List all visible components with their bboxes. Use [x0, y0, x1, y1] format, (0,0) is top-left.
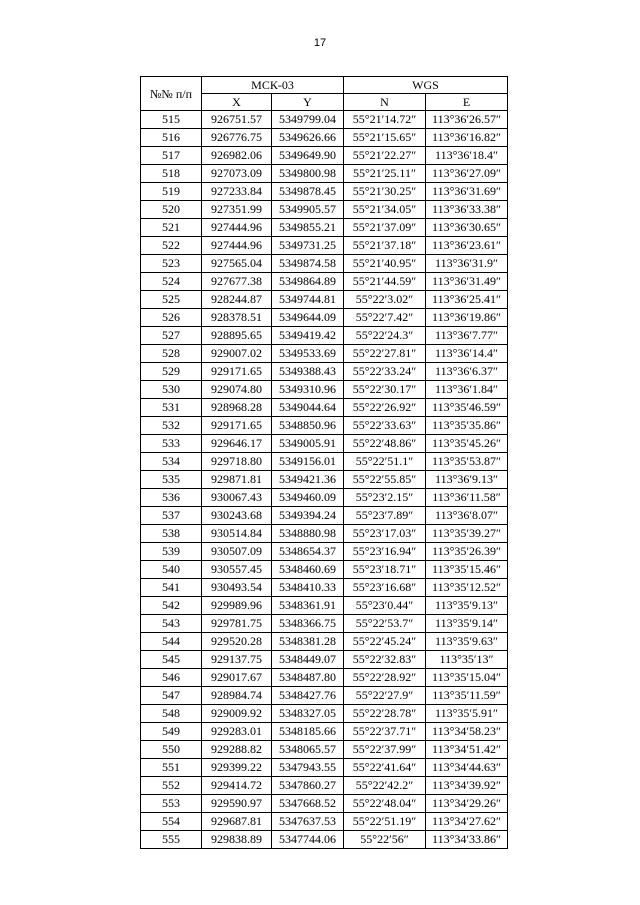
- table-row: [141, 111, 508, 129]
- latitude-cell: 55°23′7.89″: [344, 507, 426, 525]
- longitude-cell: 113°35′53.87″: [426, 453, 508, 471]
- latitude-cell: 55°22′32.83″: [344, 651, 426, 669]
- table-row: [141, 597, 508, 615]
- latitude-cell: 55°22′53.7″: [344, 615, 426, 633]
- longitude-cell: 113°36′23.61″: [426, 237, 508, 255]
- longitude-cell: 113°36′1.84″: [426, 381, 508, 399]
- x-coordinate-cell: 927444.96: [202, 237, 272, 255]
- x-coordinate-cell: 929781.75: [202, 615, 272, 633]
- x-coordinate-cell: 928984.74: [202, 687, 272, 705]
- x-coordinate-cell: 927233.84: [202, 183, 272, 201]
- latitude-cell: 55°22′56″: [344, 831, 426, 849]
- y-coordinate-cell: 5349044.64: [272, 399, 344, 417]
- x-coordinate-cell: 927444.96: [202, 219, 272, 237]
- coordinates-table: [140, 76, 508, 849]
- point-number-cell: 521: [141, 219, 202, 237]
- longitude-cell: 113°35′12.52″: [426, 579, 508, 597]
- table-row: [141, 273, 508, 291]
- table-row: [141, 309, 508, 327]
- table-row: [141, 381, 508, 399]
- point-number-cell: 528: [141, 345, 202, 363]
- point-number-cell: 522: [141, 237, 202, 255]
- table-row: [141, 579, 508, 597]
- longitude-cell: 113°35′46.59″: [426, 399, 508, 417]
- point-number-cell: 538: [141, 525, 202, 543]
- x-coordinate-cell: 929520.28: [202, 633, 272, 651]
- y-coordinate-cell: 5349644.09: [272, 309, 344, 327]
- point-number-cell: 554: [141, 813, 202, 831]
- latitude-cell: 55°22′26.92″: [344, 399, 426, 417]
- longitude-cell: 113°36′16.82″: [426, 129, 508, 147]
- point-number-cell: 515: [141, 111, 202, 129]
- table-row: [141, 435, 508, 453]
- table-row: [141, 147, 508, 165]
- longitude-cell: 113°35′15.04″: [426, 669, 508, 687]
- latitude-cell: 55°21′22.27″: [344, 147, 426, 165]
- point-number-cell: 518: [141, 165, 202, 183]
- y-coordinate-cell: 5349874.58: [272, 255, 344, 273]
- header-e: E: [426, 94, 508, 111]
- x-coordinate-cell: 929989.96: [202, 597, 272, 615]
- table-row: [141, 237, 508, 255]
- longitude-cell: 113°35′9.63″: [426, 633, 508, 651]
- point-number-cell: 516: [141, 129, 202, 147]
- latitude-cell: 55°21′30.25″: [344, 183, 426, 201]
- header-msk03: МСК-03: [202, 77, 344, 94]
- longitude-cell: 113°36′31.9″: [426, 255, 508, 273]
- longitude-cell: 113°36′31.69″: [426, 183, 508, 201]
- y-coordinate-cell: 5349799.04: [272, 111, 344, 129]
- table-row: [141, 453, 508, 471]
- x-coordinate-cell: 929399.22: [202, 759, 272, 777]
- x-coordinate-cell: 929017.67: [202, 669, 272, 687]
- point-number-cell: 552: [141, 777, 202, 795]
- table-row: [141, 489, 508, 507]
- y-coordinate-cell: 5347637.53: [272, 813, 344, 831]
- x-coordinate-cell: 929171.65: [202, 417, 272, 435]
- table-row: [141, 669, 508, 687]
- page-number: 17: [313, 37, 327, 49]
- x-coordinate-cell: 929009.92: [202, 705, 272, 723]
- y-coordinate-cell: 5348410.33: [272, 579, 344, 597]
- y-coordinate-cell: 5349394.24: [272, 507, 344, 525]
- header-wgs: WGS: [344, 77, 508, 94]
- table-row: [141, 345, 508, 363]
- latitude-cell: 55°22′27.9″: [344, 687, 426, 705]
- table-row: [141, 219, 508, 237]
- longitude-cell: 113°36′8.07″: [426, 507, 508, 525]
- longitude-cell: 113°35′11.59″: [426, 687, 508, 705]
- latitude-cell: 55°22′24.3″: [344, 327, 426, 345]
- latitude-cell: 55°22′7.42″: [344, 309, 426, 327]
- point-number-cell: 536: [141, 489, 202, 507]
- latitude-cell: 55°23′17.03″: [344, 525, 426, 543]
- longitude-cell: 113°35′9.14″: [426, 615, 508, 633]
- latitude-cell: 55°21′40.95″: [344, 255, 426, 273]
- longitude-cell: 113°35′13″: [426, 651, 508, 669]
- table-row: [141, 201, 508, 219]
- y-coordinate-cell: 5348185.66: [272, 723, 344, 741]
- longitude-cell: 113°35′35.86″: [426, 417, 508, 435]
- table-row: [141, 399, 508, 417]
- y-coordinate-cell: 5347860.27: [272, 777, 344, 795]
- x-coordinate-cell: 929590.97: [202, 795, 272, 813]
- y-coordinate-cell: 5347744.06: [272, 831, 344, 849]
- longitude-cell: 113°36′26.57″: [426, 111, 508, 129]
- y-coordinate-cell: 5349649.90: [272, 147, 344, 165]
- longitude-cell: 113°36′11.58″: [426, 489, 508, 507]
- longitude-cell: 113°35′9.13″: [426, 597, 508, 615]
- x-coordinate-cell: 927677.38: [202, 273, 272, 291]
- latitude-cell: 55°21′37.18″: [344, 237, 426, 255]
- longitude-cell: 113°36′9.13″: [426, 471, 508, 489]
- table-row: [141, 615, 508, 633]
- latitude-cell: 55°22′41.64″: [344, 759, 426, 777]
- latitude-cell: 55°22′37.71″: [344, 723, 426, 741]
- point-number-cell: 541: [141, 579, 202, 597]
- x-coordinate-cell: 929288.82: [202, 741, 272, 759]
- latitude-cell: 55°21′34.05″: [344, 201, 426, 219]
- y-coordinate-cell: 5347668.52: [272, 795, 344, 813]
- x-coordinate-cell: 930514.84: [202, 525, 272, 543]
- point-number-cell: 519: [141, 183, 202, 201]
- latitude-cell: 55°22′27.81″: [344, 345, 426, 363]
- longitude-cell: 113°36′25.41″: [426, 291, 508, 309]
- point-number-cell: 517: [141, 147, 202, 165]
- longitude-cell: 113°35′26.39″: [426, 543, 508, 561]
- longitude-cell: 113°34′27.62″: [426, 813, 508, 831]
- table-row: [141, 255, 508, 273]
- y-coordinate-cell: 5348065.57: [272, 741, 344, 759]
- longitude-cell: 113°34′39.92″: [426, 777, 508, 795]
- table-row: [141, 543, 508, 561]
- latitude-cell: 55°22′30.17″: [344, 381, 426, 399]
- table-row: [141, 129, 508, 147]
- longitude-cell: 113°36′30.65″: [426, 219, 508, 237]
- table-row: [141, 795, 508, 813]
- point-number-cell: 529: [141, 363, 202, 381]
- y-coordinate-cell: 5349864.89: [272, 273, 344, 291]
- header-x: X: [202, 94, 272, 111]
- x-coordinate-cell: 926751.57: [202, 111, 272, 129]
- y-coordinate-cell: 5349460.09: [272, 489, 344, 507]
- x-coordinate-cell: 929283.01: [202, 723, 272, 741]
- longitude-cell: 113°36′19.86″: [426, 309, 508, 327]
- point-number-cell: 546: [141, 669, 202, 687]
- longitude-cell: 113°34′44.63″: [426, 759, 508, 777]
- latitude-cell: 55°22′48.04″: [344, 795, 426, 813]
- table-row: [141, 183, 508, 201]
- latitude-cell: 55°21′37.09″: [344, 219, 426, 237]
- point-number-cell: 526: [141, 309, 202, 327]
- point-number-cell: 555: [141, 831, 202, 849]
- x-coordinate-cell: 927351.99: [202, 201, 272, 219]
- longitude-cell: 113°36′33.38″: [426, 201, 508, 219]
- y-coordinate-cell: 5349905.57: [272, 201, 344, 219]
- latitude-cell: 55°21′15.65″: [344, 129, 426, 147]
- x-coordinate-cell: 927565.04: [202, 255, 272, 273]
- y-coordinate-cell: 5349533.69: [272, 345, 344, 363]
- y-coordinate-cell: 5348381.28: [272, 633, 344, 651]
- y-coordinate-cell: 5349744.81: [272, 291, 344, 309]
- latitude-cell: 55°21′25.11″: [344, 165, 426, 183]
- y-coordinate-cell: 5348487.80: [272, 669, 344, 687]
- table-row: [141, 633, 508, 651]
- y-coordinate-cell: 5348460.69: [272, 561, 344, 579]
- x-coordinate-cell: 928968.28: [202, 399, 272, 417]
- x-coordinate-cell: 929171.65: [202, 363, 272, 381]
- point-number-cell: 520: [141, 201, 202, 219]
- y-coordinate-cell: 5349419.42: [272, 327, 344, 345]
- table-row: [141, 471, 508, 489]
- longitude-cell: 113°36′18.4″: [426, 147, 508, 165]
- y-coordinate-cell: 5349626.66: [272, 129, 344, 147]
- table-row: [141, 651, 508, 669]
- longitude-cell: 113°35′45.26″: [426, 435, 508, 453]
- x-coordinate-cell: 930507.09: [202, 543, 272, 561]
- latitude-cell: 55°22′51.19″: [344, 813, 426, 831]
- latitude-cell: 55°21′44.59″: [344, 273, 426, 291]
- longitude-cell: 113°35′5.91″: [426, 705, 508, 723]
- point-number-cell: 551: [141, 759, 202, 777]
- y-coordinate-cell: 5349731.25: [272, 237, 344, 255]
- point-number-cell: 545: [141, 651, 202, 669]
- table-row: [141, 417, 508, 435]
- table-row: [141, 327, 508, 345]
- y-coordinate-cell: 5348327.05: [272, 705, 344, 723]
- table-header: [141, 77, 508, 111]
- latitude-cell: 55°22′37.99″: [344, 741, 426, 759]
- table-row: [141, 705, 508, 723]
- x-coordinate-cell: 929718.80: [202, 453, 272, 471]
- latitude-cell: 55°22′45.24″: [344, 633, 426, 651]
- y-coordinate-cell: 5348654.37: [272, 543, 344, 561]
- point-number-cell: 539: [141, 543, 202, 561]
- longitude-cell: 113°36′14.4″: [426, 345, 508, 363]
- latitude-cell: 55°22′28.78″: [344, 705, 426, 723]
- x-coordinate-cell: 929414.72: [202, 777, 272, 795]
- x-coordinate-cell: 929871.81: [202, 471, 272, 489]
- latitude-cell: 55°22′51.1″: [344, 453, 426, 471]
- longitude-cell: 113°34′51.42″: [426, 741, 508, 759]
- table-row: [141, 813, 508, 831]
- y-coordinate-cell: 5349421.36: [272, 471, 344, 489]
- point-number-cell: 533: [141, 435, 202, 453]
- table-row: [141, 525, 508, 543]
- point-number-cell: 530: [141, 381, 202, 399]
- longitude-cell: 113°36′27.09″: [426, 165, 508, 183]
- latitude-cell: 55°23′16.68″: [344, 579, 426, 597]
- point-number-cell: 543: [141, 615, 202, 633]
- point-number-cell: 544: [141, 633, 202, 651]
- longitude-cell: 113°35′39.27″: [426, 525, 508, 543]
- longitude-cell: 113°34′29.26″: [426, 795, 508, 813]
- latitude-cell: 55°22′3.02″: [344, 291, 426, 309]
- x-coordinate-cell: 927073.09: [202, 165, 272, 183]
- x-coordinate-cell: 929074.80: [202, 381, 272, 399]
- table-row: [141, 363, 508, 381]
- latitude-cell: 55°22′33.63″: [344, 417, 426, 435]
- y-coordinate-cell: 5348427.76: [272, 687, 344, 705]
- point-number-cell: 531: [141, 399, 202, 417]
- y-coordinate-cell: 5349156.01: [272, 453, 344, 471]
- y-coordinate-cell: 5349005.91: [272, 435, 344, 453]
- longitude-cell: 113°34′33.86″: [426, 831, 508, 849]
- y-coordinate-cell: 5349310.96: [272, 381, 344, 399]
- table-row: [141, 165, 508, 183]
- y-coordinate-cell: 5348361.91: [272, 597, 344, 615]
- point-number-cell: 534: [141, 453, 202, 471]
- y-coordinate-cell: 5348850.96: [272, 417, 344, 435]
- header-y: Y: [272, 94, 344, 111]
- x-coordinate-cell: 928378.51: [202, 309, 272, 327]
- table-row: [141, 741, 508, 759]
- latitude-cell: 55°23′2.15″: [344, 489, 426, 507]
- x-coordinate-cell: 926776.75: [202, 129, 272, 147]
- latitude-cell: 55°22′28.92″: [344, 669, 426, 687]
- x-coordinate-cell: 928244.87: [202, 291, 272, 309]
- point-number-cell: 537: [141, 507, 202, 525]
- point-number-cell: 547: [141, 687, 202, 705]
- point-number-cell: 535: [141, 471, 202, 489]
- table-body: [141, 111, 508, 849]
- point-number-cell: 550: [141, 741, 202, 759]
- table-row: [141, 831, 508, 849]
- y-coordinate-cell: 5348880.98: [272, 525, 344, 543]
- point-number-cell: 548: [141, 705, 202, 723]
- table-row: [141, 759, 508, 777]
- y-coordinate-cell: 5349855.21: [272, 219, 344, 237]
- point-number-cell: 542: [141, 597, 202, 615]
- longitude-cell: 113°36′7.77″: [426, 327, 508, 345]
- latitude-cell: 55°22′55.85″: [344, 471, 426, 489]
- x-coordinate-cell: 926982.06: [202, 147, 272, 165]
- x-coordinate-cell: 930557.45: [202, 561, 272, 579]
- x-coordinate-cell: 930493.54: [202, 579, 272, 597]
- header-n: N: [344, 94, 426, 111]
- y-coordinate-cell: 5349878.45: [272, 183, 344, 201]
- longitude-cell: 113°35′15.46″: [426, 561, 508, 579]
- x-coordinate-cell: 930067.43: [202, 489, 272, 507]
- latitude-cell: 55°23′0.44″: [344, 597, 426, 615]
- latitude-cell: 55°21′14.72″: [344, 111, 426, 129]
- point-number-cell: 549: [141, 723, 202, 741]
- longitude-cell: 113°34′58.23″: [426, 723, 508, 741]
- latitude-cell: 55°23′18.71″: [344, 561, 426, 579]
- latitude-cell: 55°22′42.2″: [344, 777, 426, 795]
- point-number-cell: 525: [141, 291, 202, 309]
- point-number-cell: 540: [141, 561, 202, 579]
- latitude-cell: 55°22′48.86″: [344, 435, 426, 453]
- x-coordinate-cell: 929687.81: [202, 813, 272, 831]
- table-row: [141, 723, 508, 741]
- header-row-number: №№ п/п: [141, 77, 202, 111]
- y-coordinate-cell: 5348449.07: [272, 651, 344, 669]
- y-coordinate-cell: 5348366.75: [272, 615, 344, 633]
- longitude-cell: 113°36′31.49″: [426, 273, 508, 291]
- x-coordinate-cell: 929838.89: [202, 831, 272, 849]
- point-number-cell: 553: [141, 795, 202, 813]
- point-number-cell: 532: [141, 417, 202, 435]
- table-row: [141, 507, 508, 525]
- x-coordinate-cell: 929137.75: [202, 651, 272, 669]
- point-number-cell: 523: [141, 255, 202, 273]
- y-coordinate-cell: 5349388.43: [272, 363, 344, 381]
- x-coordinate-cell: 930243.68: [202, 507, 272, 525]
- x-coordinate-cell: 929007.02: [202, 345, 272, 363]
- latitude-cell: 55°22′33.24″: [344, 363, 426, 381]
- table-row: [141, 777, 508, 795]
- point-number-cell: 524: [141, 273, 202, 291]
- y-coordinate-cell: 5349800.98: [272, 165, 344, 183]
- latitude-cell: 55°23′16.94″: [344, 543, 426, 561]
- x-coordinate-cell: 928895.65: [202, 327, 272, 345]
- y-coordinate-cell: 5347943.55: [272, 759, 344, 777]
- table-row: [141, 687, 508, 705]
- table-row: [141, 291, 508, 309]
- longitude-cell: 113°36′6.37″: [426, 363, 508, 381]
- point-number-cell: 527: [141, 327, 202, 345]
- table-row: [141, 561, 508, 579]
- x-coordinate-cell: 929646.17: [202, 435, 272, 453]
